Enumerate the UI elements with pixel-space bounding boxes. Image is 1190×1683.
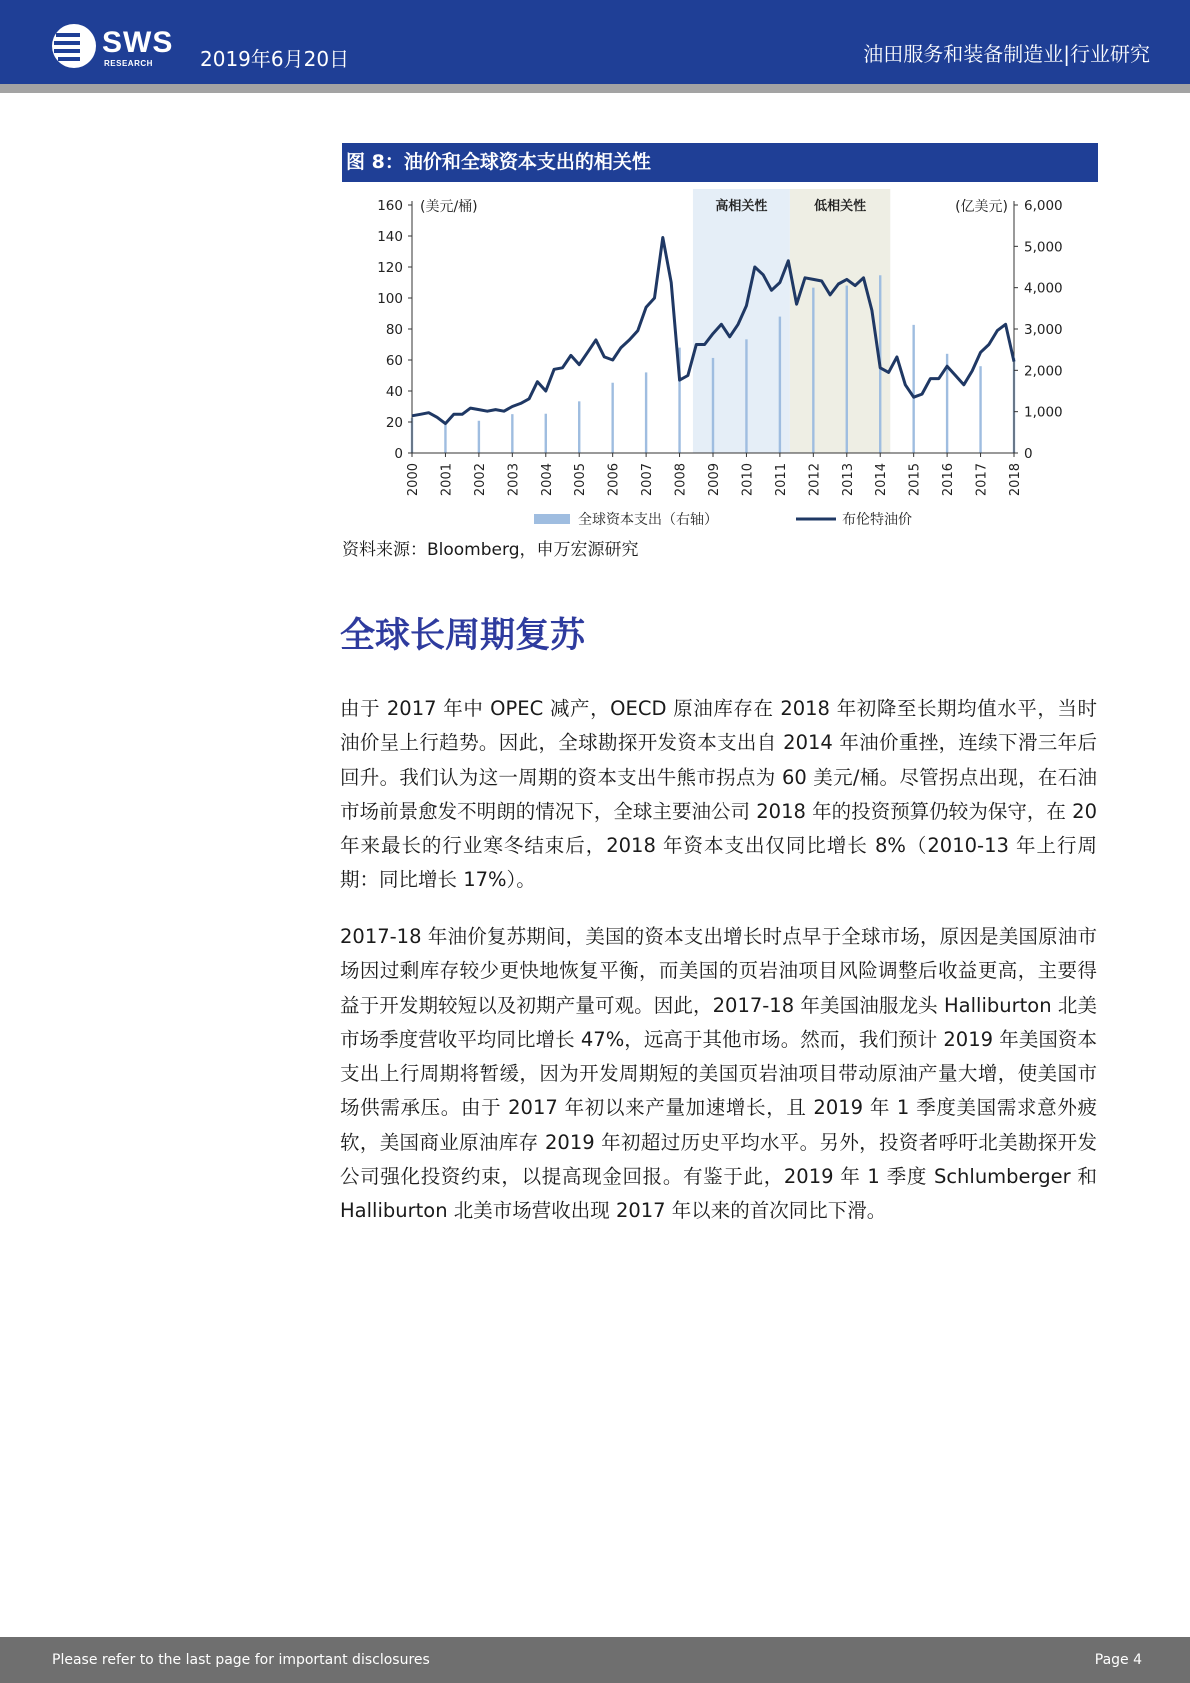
left-tick-label: 80 xyxy=(385,322,403,338)
x-tick-label: 2016 xyxy=(941,463,957,497)
paragraph-1: 由于 2017 年中 OPEC 减产，OECD 原油库存在 2018 年初降至长期均值水平，当时油价呈上行趋势。因此，全球勘探开发资本支出自 2014 年油价重挫，连续下滑三年后回升。我们认为这一周期的资本支出牛熊市拐点为 60 美元/桶。尽管拐点出现，在石油市场前景愈发不明朗的情况下，全球主要油公司 2018 年的投资预算仍较为保守，在 20 年来最长的行业寒冬结束后，2018 年资本支出仅同比增长 8%（2010-13 年上行周期：同比增长 17%）。 xyxy=(340,697,1097,892)
right-tick-label: 0 xyxy=(1024,446,1033,462)
capex-bar-2017 xyxy=(979,366,981,453)
left-tick-label: 160 xyxy=(377,198,403,214)
right-tick-label: 2,000 xyxy=(1024,363,1063,380)
capex-bar-2009 xyxy=(712,358,714,453)
right-tick-label: 4,000 xyxy=(1024,280,1063,297)
paragraph-2: 2017-18 年油价复苏期间，美国的资本支出增长时点早于全球市场，原因是美国原油市场因过剩库存较少更快地恢复平衡，而美国的页岩油项目风险调整后收益更高，主要得益于开发期较短以及初期产量可观。因此，2017-18 年美国油服龙头 Halliburton 北美市场季度营收平均同比增长 47%，远高于其他市场。然而，我们预计 2019 年美国资本支出上行周期将暂缓，因为开发周期短的美国页岩油项目带动原油产量大增，使美国市场供需承压。由于 2017 年初以来产量加速增长，且 2019 年 1 季度美国需求意外疲软，美国商业原油库存 2019 年初超过历史平均水平。另外，投资者呼吁北美勘探开发公司强化投资约束，以提高现金回报。有鉴于此，2019 年 1 季度 Schlumberger 和 Halliburton 北美市场营收出现 2017 年以来的首次同比下滑。 xyxy=(340,925,1097,1223)
capex-bar-2012 xyxy=(812,288,814,453)
x-tick-label: 2003 xyxy=(506,463,522,497)
page-number: Page 4 xyxy=(1094,1652,1142,1668)
x-tick-label: 2008 xyxy=(673,463,689,497)
logo-globe-icon xyxy=(50,22,98,70)
left-tick-label: 140 xyxy=(377,229,403,245)
capex-bar-2004 xyxy=(545,414,547,453)
shaded-region-label-1: 高相关性 xyxy=(715,199,768,214)
legend-label-capex: 全球资本支出（右轴） xyxy=(578,512,718,528)
left-tick-label: 60 xyxy=(385,353,403,369)
figure-title: 图 8：油价和全球资本支出的相关性 xyxy=(346,151,651,173)
logo-subtext: RESEARCH xyxy=(104,59,153,68)
left-tick-label: 20 xyxy=(385,415,403,431)
oil-capex-chart xyxy=(342,184,1098,530)
x-tick-label: 2000 xyxy=(406,463,421,497)
capex-bar-2011 xyxy=(779,317,781,453)
header-divider xyxy=(0,84,1190,93)
right-tick-label: 6,000 xyxy=(1024,198,1063,214)
logo-text: SWS xyxy=(102,26,174,59)
x-tick-label: 2001 xyxy=(439,463,455,497)
x-tick-label: 2010 xyxy=(740,463,756,497)
x-tick-label: 2009 xyxy=(707,463,722,497)
right-tick-label: 1,000 xyxy=(1024,404,1063,421)
left-tick-label: 40 xyxy=(385,384,403,400)
x-tick-label: 2012 xyxy=(807,463,823,497)
chart-container xyxy=(342,184,1098,530)
left-tick-label: 120 xyxy=(377,260,403,276)
capex-bar-2001 xyxy=(444,425,446,453)
capex-bar-2007 xyxy=(645,372,647,453)
x-tick-label: 2004 xyxy=(539,463,555,497)
x-tick-label: 2013 xyxy=(840,463,856,497)
left-tick-label: 0 xyxy=(394,446,403,462)
report-date: 2019年6月20日 xyxy=(200,47,350,71)
x-tick-label: 2014 xyxy=(874,463,890,497)
header-bar xyxy=(0,0,1190,84)
shaded-region-1 xyxy=(693,189,790,453)
figure-source: 资料来源：Bloomberg，申万宏源研究 xyxy=(342,540,639,560)
x-tick-label: 2006 xyxy=(606,463,622,497)
x-tick-label: 2011 xyxy=(773,463,789,497)
capex-bar-2003 xyxy=(511,414,513,453)
footer-bar xyxy=(0,1637,1190,1683)
legend-label-brent: 布伦特油价 xyxy=(842,512,912,528)
right-tick-label: 3,000 xyxy=(1024,322,1063,338)
right-tick-label: 5,000 xyxy=(1024,239,1063,256)
x-tick-label: 2018 xyxy=(1008,463,1023,497)
footer-disclaimer: Please refer to the last page for important disclosures xyxy=(52,1652,430,1668)
legend-swatch-capex xyxy=(534,514,570,524)
section-title: 全球长周期复苏 xyxy=(340,616,586,656)
left-tick-label: 100 xyxy=(377,291,403,307)
capex-bar-2010 xyxy=(745,339,747,453)
capex-bar-2015 xyxy=(912,325,914,453)
x-tick-label: 2015 xyxy=(907,463,923,497)
capex-bar-2005 xyxy=(578,401,580,453)
figure-title-bar xyxy=(342,143,1098,182)
right-axis-title: (亿美元) xyxy=(955,199,1008,215)
x-tick-label: 2005 xyxy=(573,463,589,497)
left-axis-title: (美元/桶) xyxy=(420,199,478,215)
x-tick-label: 2002 xyxy=(472,463,488,497)
capex-bar-2002 xyxy=(478,421,480,453)
sws-logo xyxy=(50,22,180,70)
x-tick-label: 2007 xyxy=(640,463,656,497)
x-tick-label: 2017 xyxy=(974,463,990,497)
capex-bar-2013 xyxy=(846,286,848,453)
report-category: 油田服务和装备制造业|行业研究 xyxy=(863,42,1150,66)
shaded-region-label-2: 低相关性 xyxy=(814,199,867,214)
shaded-region-2 xyxy=(790,189,890,453)
capex-bar-2006 xyxy=(611,383,613,453)
